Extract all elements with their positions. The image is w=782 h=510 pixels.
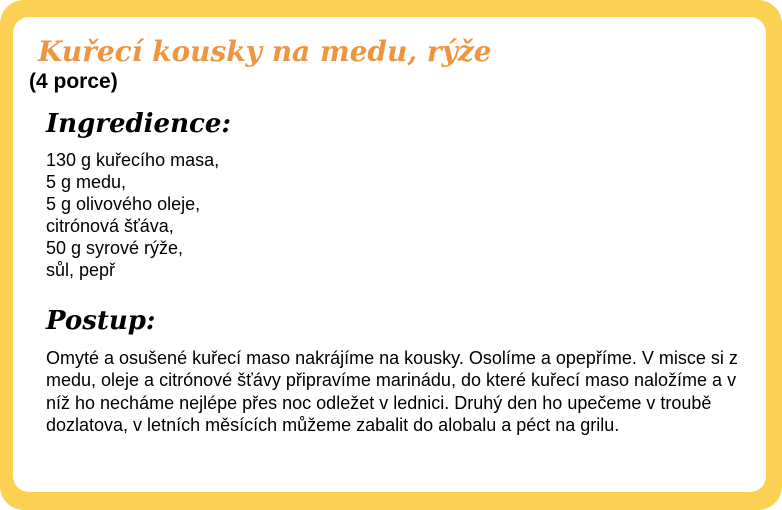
recipe-title: Kuřecí kousky na medu, rýže <box>38 35 492 68</box>
servings-label: (4 porce) <box>29 69 118 93</box>
ingredient-item: 5 g medu, <box>46 171 127 192</box>
method-paragraph: Omyté a osušené kuřecí maso nakrájíme na kousky. Osolíme a opepříme. V misce si z medu, oleje a citrónové šťávy připravíme marinádu, do které kuřecí maso naložíme a v níž ho necháme nejlépe přes noc odležet v lednici. Druhý den ho upečeme v troubě dozlatova, v letních měsících můžeme zabalit do alobalu a péct na grilu. <box>46 347 738 436</box>
ingredient-list <box>46 149 742 281</box>
ingredient-item: citrónová šťáva, <box>46 215 174 236</box>
ingredient-item: 130 g kuřecího masa, <box>46 149 220 170</box>
recipe-card-panel <box>13 17 766 492</box>
ingredient-item: 50 g syrové rýže, <box>46 237 184 258</box>
ingredients-heading: Ingredience: <box>46 108 231 139</box>
ingredient-item: 5 g olivového oleje, <box>46 193 201 214</box>
ingredient-item: sůl, pepř <box>46 259 116 280</box>
method-heading: Postup: <box>46 305 156 336</box>
